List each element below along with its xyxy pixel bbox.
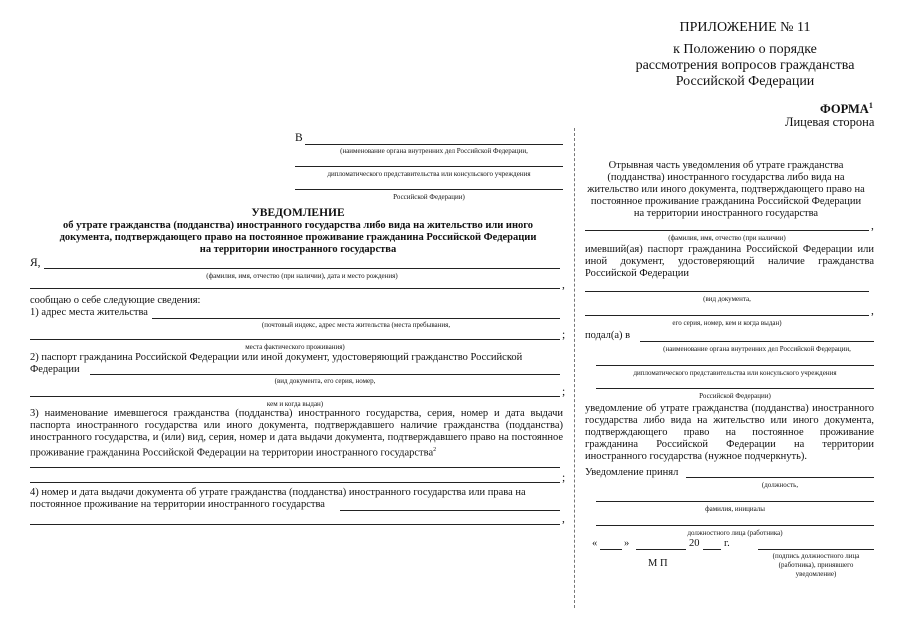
item3-foreign-citizenship: 3) наименование имевшегося гражданства (подданства) иностранного государства, серия, номер и дата выдачи паспорта иностранного государства или иного документа, подтверждавшего наличие гражданства (подданства) иностранного государства, и (или) вид, серия, номер и дата выдачи документа, подтверждавшего право на постоянное проживание гражданина Российской Федерации на территории иностранного государства$^2$: [30, 408, 563, 459]
loss-doc-field-line2[interactable]: [30, 524, 560, 525]
fio-comma: ,: [562, 279, 565, 291]
i-prefix: Я,: [30, 257, 41, 269]
tear-organ-caption1: (наименование органа внутренних дел Российской Федерации,: [663, 345, 851, 353]
organ-field-line1[interactable]: [305, 144, 563, 145]
address-field-line2[interactable]: [30, 339, 560, 340]
tear-notice-text: уведомление об утрате гражданства (подданства) иностранного государства либо вида на жительство или иного документа, подтверждающего право на постоянное проживание гражданина Российской Федерации на территории иностранного государства (нужное подчеркнуть).: [585, 403, 874, 462]
notice-subtitle2: документа, подтверждающего право на постоянное проживание гражданина Российской Федерации: [59, 232, 537, 243]
signature-caption2: (работника), принявшего: [778, 561, 854, 569]
date-day-field[interactable]: [600, 549, 622, 550]
foreign-doc-field-line1[interactable]: [30, 467, 560, 468]
fio-field-line[interactable]: [44, 268, 560, 269]
signature-caption1: (подпись должностного лица: [772, 552, 860, 560]
signature-field[interactable]: [758, 549, 874, 550]
report-intro: сообщаю о себе следующие сведения:: [30, 295, 201, 306]
fio-caption: (фамилия, имя, отчество (при наличии), дата и место рождения): [206, 272, 398, 280]
tear-official-caption: должностного лица (работника): [687, 529, 783, 537]
notice-title: УВЕДОМЛЕНИЕ: [251, 207, 345, 219]
passport-caption2: кем и когда выдан): [266, 400, 324, 408]
tear-organ-caption2: дипломатического представительства или консульского учреждения: [633, 369, 837, 377]
tear-fio-comma: ,: [871, 220, 874, 232]
tear-accepted-label: Уведомление принял: [585, 467, 679, 478]
address-field-line1[interactable]: [152, 318, 560, 319]
date-year-suffix: г.: [724, 538, 730, 549]
tear-doc-field-line2[interactable]: [585, 315, 869, 316]
date-month-field[interactable]: [636, 549, 686, 550]
organ-caption2: дипломатического представительства или консульского учреждения: [327, 170, 531, 178]
tear-doc-caption1: (вид документа,: [703, 295, 751, 303]
address-semicolon: ;: [562, 329, 566, 341]
loss-doc-field-line1[interactable]: [340, 510, 560, 511]
item2-passport-line1: 2) паспорт гражданина Российской Федерации или иной документ, удостоверяющий гражданство Российской: [30, 352, 523, 363]
regulation-ref-line3: Российской Федерации: [675, 74, 815, 89]
tear-doc-field-line1[interactable]: [585, 291, 869, 292]
fio-field-line2[interactable]: [30, 288, 560, 289]
regulation-ref-line2: рассмотрения вопросов гражданства: [635, 58, 855, 73]
organ-caption1: (наименование органа внутренних дел Российской Федерации,: [340, 147, 528, 155]
tear-fio-caption: (фамилия, имя, отчество (при наличии): [668, 234, 786, 242]
organ-field-line3[interactable]: [295, 189, 563, 190]
form-label: ФОРМА$^1$: [820, 101, 873, 117]
organ-field-line2[interactable]: [295, 166, 563, 167]
tear-official-field-line[interactable]: [596, 525, 874, 526]
item1-address-label: 1) адрес места жительства: [30, 307, 148, 318]
date-year-field[interactable]: [703, 549, 721, 550]
tear-organ-field-line2[interactable]: [596, 365, 874, 366]
tear-position-caption: (должность,: [761, 481, 799, 489]
passport-field-line2[interactable]: [30, 396, 560, 397]
tear-filed-prefix: подал(а) в: [585, 330, 631, 341]
regulation-ref-line1: к Положению о порядке: [673, 42, 817, 57]
date-year-prefix: 20: [689, 538, 700, 549]
foreign-doc-semicolon: ;: [562, 472, 566, 484]
tear-off-line: [574, 128, 575, 608]
item2-passport-line2: Федерации: [30, 364, 80, 375]
stamp-placeholder: М П: [648, 558, 668, 569]
tear-organ-field-line1[interactable]: [640, 341, 874, 342]
appendix-number: ПРИЛОЖЕНИЕ № 11: [679, 20, 811, 35]
address-caption1: (почтовый индекс, адрес места жительства (места пребывания,: [261, 321, 451, 329]
organ-caption3: Российской Федерации): [393, 193, 465, 201]
address-caption2: места фактического проживания): [245, 343, 345, 351]
tear-name-field-line[interactable]: [596, 501, 874, 502]
tear-having-passport: имевший(ая) паспорт гражданина Российской Федерации или иной документ, удостоверяющий наличие гражданства Российской Федерации: [585, 244, 874, 279]
tear-doc-comma: ,: [871, 305, 874, 317]
tear-doc-caption2: его серия, номер, кем и когда выдан): [672, 319, 782, 327]
item4-loss-doc-line1: 4) номер и дата выдачи документа об утрате гражданства (подданства) иностранного государства или права на: [30, 487, 526, 498]
tear-organ-caption3: Российской Федерации): [699, 392, 771, 400]
tear-organ-field-line3[interactable]: [596, 388, 874, 389]
passport-semicolon: ;: [562, 386, 566, 398]
signature-caption3: уведомление): [795, 570, 837, 578]
to-prefix: В: [295, 132, 303, 144]
tear-fio-field-line[interactable]: [585, 230, 869, 231]
notice-subtitle3: на территории иностранного государства: [199, 244, 397, 255]
notice-subtitle1: об утрате гражданства (подданства) иностранного государства либо вида на жительство или иного: [62, 220, 534, 231]
passport-field-line1[interactable]: [90, 374, 560, 375]
tear-off-title: Отрывная часть уведомления об утрате гражданства (подданства) иностранного государства либо вида на жительство или иного документа, подтверждающего право на постоянное проживание гражданина Российской Федерации на территории иностранного государства: [587, 160, 865, 219]
date-quote-open: «: [592, 538, 598, 549]
tear-name-caption: фамилия, инициалы: [705, 505, 765, 513]
loss-doc-comma: ,: [562, 513, 565, 525]
passport-caption1: (вид документа, его серия, номер,: [274, 377, 376, 385]
date-quote-close: »: [624, 538, 630, 549]
foreign-doc-field-line2[interactable]: [30, 482, 560, 483]
tear-position-field-line[interactable]: [686, 477, 874, 478]
item4-loss-doc-line2: постоянное проживание на территории иностранного государства: [30, 499, 325, 510]
side-label: Лицевая сторона: [785, 115, 875, 129]
